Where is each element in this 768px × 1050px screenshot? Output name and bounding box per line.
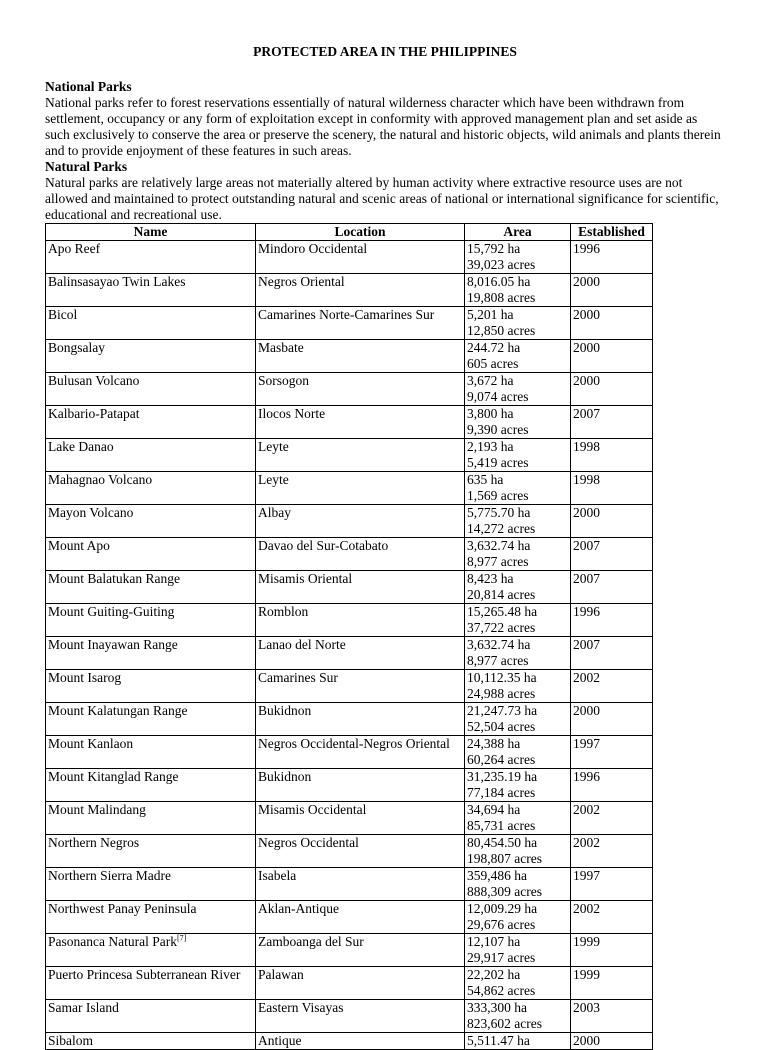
cell-name — [46, 901, 256, 934]
section-natural-parks — [45, 159, 725, 223]
cell-location: Isabela — [256, 868, 465, 901]
document-title: PROTECTED AREA IN THE PHILIPPINES — [253, 44, 517, 59]
table-row — [46, 1033, 653, 1050]
cell-established: 2003 — [571, 1000, 653, 1033]
cell-location: Negros Oriental — [256, 274, 465, 307]
area-hectares: 3,632.74 ha — [467, 637, 531, 652]
cell-established: 1997 — [571, 868, 653, 901]
cell-location: Eastern Visayas — [256, 1000, 465, 1033]
area-acres: 888,309 acres — [467, 884, 542, 899]
table-row — [46, 934, 653, 967]
park-name: Mount Guiting-Guiting — [48, 604, 175, 619]
area-hectares: 22,202 ha — [467, 967, 521, 982]
cell-established: 2002 — [571, 802, 653, 835]
area-hectares: 12,107 ha — [467, 934, 521, 949]
cell-name — [46, 406, 256, 439]
park-name: Mount Inayawan Range — [48, 637, 178, 652]
cell-established: 1996 — [571, 769, 653, 802]
park-name: Mount Balatukan Range — [48, 571, 180, 586]
table-row — [46, 736, 653, 769]
cell-area — [465, 637, 571, 670]
cell-area — [465, 967, 571, 1000]
cell-established: 1999 — [571, 934, 653, 967]
park-name: Kalbario-Patapat — [48, 406, 140, 421]
park-name: Lake Danao — [48, 439, 114, 454]
area-hectares: 15,265.48 ha — [467, 604, 538, 619]
cell-location: Romblon — [256, 604, 465, 637]
cell-established: 2000 — [571, 340, 653, 373]
cell-area — [465, 406, 571, 439]
cell-name — [46, 967, 256, 1000]
cell-name — [46, 241, 256, 274]
cell-name — [46, 769, 256, 802]
park-name: Mount Kanlaon — [48, 736, 134, 751]
cell-area — [465, 670, 571, 703]
cell-location: Lanao del Norte — [256, 637, 465, 670]
park-name: Mount Isarog — [48, 670, 122, 685]
cell-location: Leyte — [256, 472, 465, 505]
cell-name — [46, 340, 256, 373]
cell-established: 1996 — [571, 241, 653, 274]
cell-established: 2002 — [571, 670, 653, 703]
area-hectares: 635 ha — [467, 472, 504, 487]
cell-area — [465, 274, 571, 307]
cell-area — [465, 868, 571, 901]
cell-area — [465, 472, 571, 505]
area-hectares: 359,486 ha — [467, 868, 527, 883]
area-hectares: 333,300 ha — [467, 1000, 527, 1015]
park-name: Apo Reef — [48, 241, 101, 256]
area-acres: 54,862 acres — [467, 983, 536, 998]
cell-location: Negros Occidental — [256, 835, 465, 868]
park-name: Mayon Volcano — [48, 505, 134, 520]
cell-area — [465, 1000, 571, 1033]
table-row — [46, 505, 653, 538]
cell-location: Leyte — [256, 439, 465, 472]
area-acres: 24,988 acres — [467, 686, 536, 701]
cell-location: Zamboanga del Sur — [256, 934, 465, 967]
area-acres: 14,272 acres — [467, 521, 536, 536]
area-hectares: 15,792 ha — [467, 241, 521, 256]
cell-name — [46, 835, 256, 868]
park-name: Bicol — [48, 307, 78, 322]
table-row — [46, 703, 653, 736]
cell-area — [465, 835, 571, 868]
area-acres: 1,569 acres — [467, 488, 529, 503]
area-acres: 198,807 acres — [467, 851, 542, 866]
header-location: Location — [256, 224, 465, 241]
area-hectares: 8,423 ha — [467, 571, 514, 586]
section-heading: Natural Parks — [45, 159, 128, 174]
cell-location: Albay — [256, 505, 465, 538]
cell-location: Bukidnon — [256, 703, 465, 736]
table-row — [46, 340, 653, 373]
area-hectares: 10,112.35 ha — [467, 670, 537, 685]
cell-name — [46, 1000, 256, 1033]
cell-location: Bukidnon — [256, 769, 465, 802]
cell-name — [46, 868, 256, 901]
park-name: Mount Kitanglad Range — [48, 769, 179, 784]
cell-location: Antique — [256, 1033, 465, 1050]
park-name: Sibalom — [48, 1033, 94, 1048]
cell-established: 2002 — [571, 901, 653, 934]
table-row — [46, 472, 653, 505]
table-row — [46, 1000, 653, 1033]
area-acres: 39,023 acres — [467, 257, 536, 272]
header-established: Established — [571, 224, 653, 241]
cell-name — [46, 703, 256, 736]
table-row — [46, 868, 653, 901]
area-hectares: 5,511.47 ha — [467, 1033, 530, 1048]
header-area: Area — [465, 224, 571, 241]
park-name: Mahagnao Volcano — [48, 472, 153, 487]
area-acres: 29,917 acres — [467, 950, 536, 965]
cell-area — [465, 373, 571, 406]
area-hectares: 3,632.74 ha — [467, 538, 531, 553]
cell-area — [465, 1033, 571, 1050]
park-name: Bulusan Volcano — [48, 373, 140, 388]
cell-area — [465, 505, 571, 538]
cell-established: 2007 — [571, 637, 653, 670]
park-name: Mount Malindang — [48, 802, 146, 817]
protected-areas-table — [45, 223, 653, 1050]
cell-name — [46, 670, 256, 703]
section-heading: National Parks — [45, 79, 132, 94]
area-acres: 9,074 acres — [467, 389, 529, 404]
cell-established: 2000 — [571, 703, 653, 736]
cell-location: Ilocos Norte — [256, 406, 465, 439]
area-acres: 20,814 acres — [467, 587, 536, 602]
park-name: Northwest Panay Peninsula — [48, 901, 197, 916]
cell-location: Davao del Sur-Cotabato — [256, 538, 465, 571]
cell-established: 2002 — [571, 835, 653, 868]
cell-location: Camarines Norte-Camarines Sur — [256, 307, 465, 340]
cell-name — [46, 571, 256, 604]
area-acres: 9,390 acres — [467, 422, 529, 437]
area-acres: 8,977 acres — [467, 554, 529, 569]
section-text: National parks refer to forest reservations essentially of natural wilderness character which have been withdrawn from settlement, occupancy or any form of exploitation except in conformity with approved management plan and set aside as such exclusively to conserve the area or preserve the scenery, the natural and historic objects, wild animals and plants therein and to provide enjoyment of these features in such areas. — [45, 95, 721, 158]
park-name: Balinsasayao Twin Lakes — [48, 274, 186, 289]
cell-name — [46, 505, 256, 538]
cell-established: 1997 — [571, 736, 653, 769]
area-acres: 29,676 acres — [467, 917, 536, 932]
cell-location: Camarines Sur — [256, 670, 465, 703]
cell-name — [46, 802, 256, 835]
cell-name — [46, 538, 256, 571]
area-hectares: 3,672 ha — [467, 373, 514, 388]
cell-location: Aklan-Antique — [256, 901, 465, 934]
table-row — [46, 637, 653, 670]
cell-established: 2007 — [571, 571, 653, 604]
cell-name — [46, 373, 256, 406]
cell-location: Masbate — [256, 340, 465, 373]
table-row — [46, 967, 653, 1000]
area-acres: 8,977 acres — [467, 653, 529, 668]
area-hectares: 24,388 ha — [467, 736, 521, 751]
cell-location: Misamis Oriental — [256, 571, 465, 604]
table-row — [46, 802, 653, 835]
area-acres: 12,850 acres — [467, 323, 536, 338]
cell-name — [46, 307, 256, 340]
cell-name — [46, 1033, 256, 1050]
table-row — [46, 769, 653, 802]
cell-established: 1998 — [571, 472, 653, 505]
cell-area — [465, 901, 571, 934]
cell-established: 2007 — [571, 406, 653, 439]
document-page — [45, 44, 725, 1050]
cell-established: 2000 — [571, 1033, 653, 1050]
cell-area — [465, 439, 571, 472]
cell-location: Mindoro Occidental — [256, 241, 465, 274]
cell-area — [465, 802, 571, 835]
table-row — [46, 835, 653, 868]
area-acres: 77,184 acres — [467, 785, 536, 800]
header-name: Name — [46, 224, 256, 241]
cell-area — [465, 571, 571, 604]
table-row — [46, 373, 653, 406]
footnote-ref: [7] — [176, 933, 187, 943]
table-row — [46, 406, 653, 439]
cell-area — [465, 769, 571, 802]
park-name: Samar Island — [48, 1000, 119, 1015]
table-row — [46, 604, 653, 637]
table-body — [46, 241, 653, 1050]
area-hectares: 3,800 ha — [467, 406, 514, 421]
table-row — [46, 901, 653, 934]
cell-location: Palawan — [256, 967, 465, 1000]
area-acres: 823,602 acres — [467, 1016, 542, 1031]
area-acres: 37,722 acres — [467, 620, 536, 635]
cell-established: 1998 — [571, 439, 653, 472]
cell-area — [465, 604, 571, 637]
cell-name — [46, 934, 256, 967]
area-acres: 52,504 acres — [467, 719, 536, 734]
cell-area — [465, 934, 571, 967]
table-row — [46, 670, 653, 703]
cell-area — [465, 703, 571, 736]
cell-area — [465, 736, 571, 769]
table-row — [46, 307, 653, 340]
cell-location: Misamis Occidental — [256, 802, 465, 835]
cell-area — [465, 241, 571, 274]
cell-location: Sorsogon — [256, 373, 465, 406]
area-hectares: 244.72 ha — [467, 340, 521, 355]
area-acres: 19,808 acres — [467, 290, 536, 305]
area-hectares: 34,694 ha — [467, 802, 521, 817]
area-hectares: 31,235.19 ha — [467, 769, 538, 784]
section-national-parks — [45, 79, 725, 159]
cell-established: 2000 — [571, 505, 653, 538]
cell-established: 2007 — [571, 538, 653, 571]
park-name: Mount Kalatungan Range — [48, 703, 188, 718]
cell-area — [465, 340, 571, 373]
cell-name — [46, 439, 256, 472]
cell-established: 2000 — [571, 307, 653, 340]
cell-name — [46, 637, 256, 670]
area-acres: 605 acres — [467, 356, 519, 371]
cell-name — [46, 274, 256, 307]
park-name: Mount Apo — [48, 538, 110, 553]
cell-name — [46, 604, 256, 637]
cell-name — [46, 472, 256, 505]
table-row — [46, 571, 653, 604]
cell-established: 1996 — [571, 604, 653, 637]
cell-area — [465, 538, 571, 571]
cell-name — [46, 736, 256, 769]
area-hectares: 2,193 ha — [467, 439, 514, 454]
table-row — [46, 241, 653, 274]
area-hectares: 12,009.29 ha — [467, 901, 538, 916]
park-name: Northern Sierra Madre — [48, 868, 171, 883]
area-hectares: 5,201 ha — [467, 307, 514, 322]
area-hectares: 21,247.73 ha — [467, 703, 538, 718]
park-name: Bongsalay — [48, 340, 105, 355]
area-acres: 85,731 acres — [467, 818, 536, 833]
area-hectares: 8,016.05 ha — [467, 274, 531, 289]
table-row — [46, 274, 653, 307]
table-header-row — [46, 224, 653, 241]
park-name: Puerto Princesa Subterranean River — [48, 967, 241, 982]
park-name: Northern Negros — [48, 835, 140, 850]
cell-established: 1999 — [571, 967, 653, 1000]
park-name: Pasonanca Natural Park — [48, 934, 177, 949]
area-hectares: 5,775.70 ha — [467, 505, 531, 520]
area-acres: 5,419 acres — [467, 455, 529, 470]
area-acres: 60,264 acres — [467, 752, 536, 767]
cell-area — [465, 307, 571, 340]
table-row — [46, 439, 653, 472]
cell-established: 2000 — [571, 274, 653, 307]
table-row — [46, 538, 653, 571]
section-text: Natural parks are relatively large areas not materially altered by human activity where extractive resource uses are not allowed and maintained to protect outstanding natural and scenic areas of national or international significance for scientific, educational and recreational use. — [45, 175, 719, 222]
cell-established: 2000 — [571, 373, 653, 406]
cell-location: Negros Occidental-Negros Oriental — [256, 736, 465, 769]
area-hectares: 80,454.50 ha — [467, 835, 538, 850]
